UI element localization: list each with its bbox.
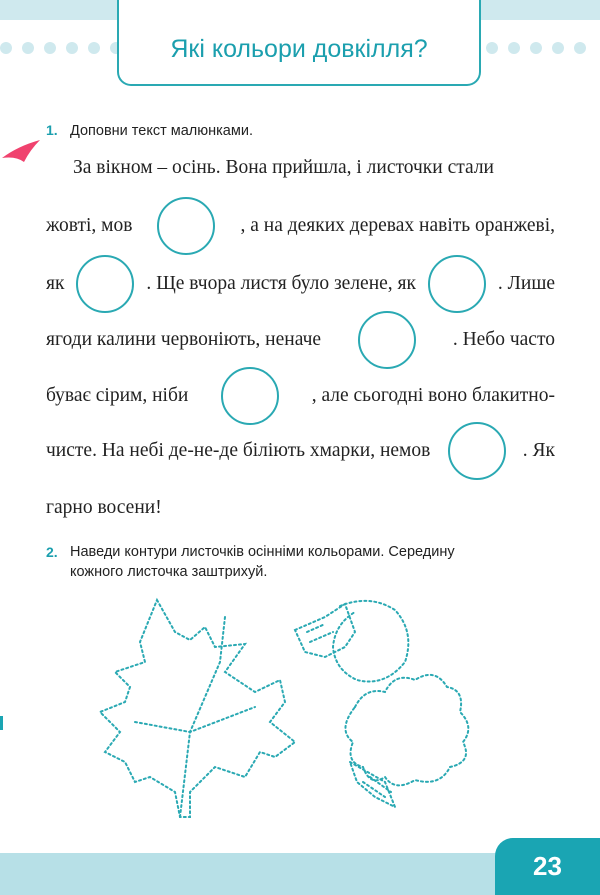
- task-2-number: 2.: [46, 544, 58, 560]
- title-box: [117, 0, 481, 86]
- story-line-4: [46, 325, 555, 355]
- story-text: . Лише: [497, 273, 555, 294]
- story-line-1: [73, 153, 555, 183]
- pointer-arrow-icon: [0, 138, 44, 164]
- story-line-3: [46, 269, 555, 299]
- story-line-6: [46, 436, 555, 466]
- page-title: Які кольори довкілля?: [170, 35, 428, 63]
- story-text: За вікном – осінь. Вона прийшла, і листочки стали: [73, 157, 494, 178]
- drawing-circle[interactable]: [76, 255, 134, 313]
- task-1-instruction: Доповни текст малюнками.: [70, 123, 253, 139]
- drawing-circle[interactable]: [157, 197, 215, 255]
- drawing-circle[interactable]: [221, 367, 279, 425]
- story-text: ягоди калини червоніють, неначе: [46, 329, 322, 350]
- story-text: . Небо часто: [452, 329, 555, 350]
- drawing-circle[interactable]: [428, 255, 486, 313]
- story-text: . Як: [522, 440, 555, 461]
- story-line-2: [46, 211, 555, 241]
- task-2-instruction-line-2: кожного листочка заштрихуй.: [70, 564, 268, 580]
- story-line-7: [46, 493, 555, 523]
- story-text: , а на деяких деревах навіть оранжеві,: [240, 215, 555, 236]
- task-2-instruction-line-1: Наведи контури листочків осінніми кольорами. Середину: [70, 544, 455, 560]
- decorative-dots-left: [0, 42, 122, 54]
- oak-leaf-outline: [345, 675, 468, 785]
- maple-leaf-outline: [100, 600, 295, 817]
- story-text: . Ще вчора листя було зелене, як: [146, 273, 416, 294]
- story-text: , але сьогодні воно блакитно-: [311, 385, 555, 406]
- acorn-outline: [295, 604, 355, 657]
- story-text: гарно восени!: [46, 497, 162, 518]
- task-1-number: 1.: [46, 122, 58, 138]
- drawing-circle[interactable]: [358, 311, 416, 369]
- side-marker: [0, 716, 3, 730]
- story-line-5: [46, 381, 555, 411]
- dotted-leaves-illustration[interactable]: [95, 592, 515, 822]
- story-text: чисте. На небі де-не-де біліють хмарки, немов: [46, 440, 431, 461]
- story-text: як: [46, 273, 65, 294]
- story-text: буває сірим, ніби: [46, 385, 189, 406]
- page-number: 23: [495, 838, 600, 895]
- decorative-dots-right: [486, 42, 586, 54]
- story-text: жовті, мов: [46, 215, 133, 236]
- drawing-circle[interactable]: [448, 422, 506, 480]
